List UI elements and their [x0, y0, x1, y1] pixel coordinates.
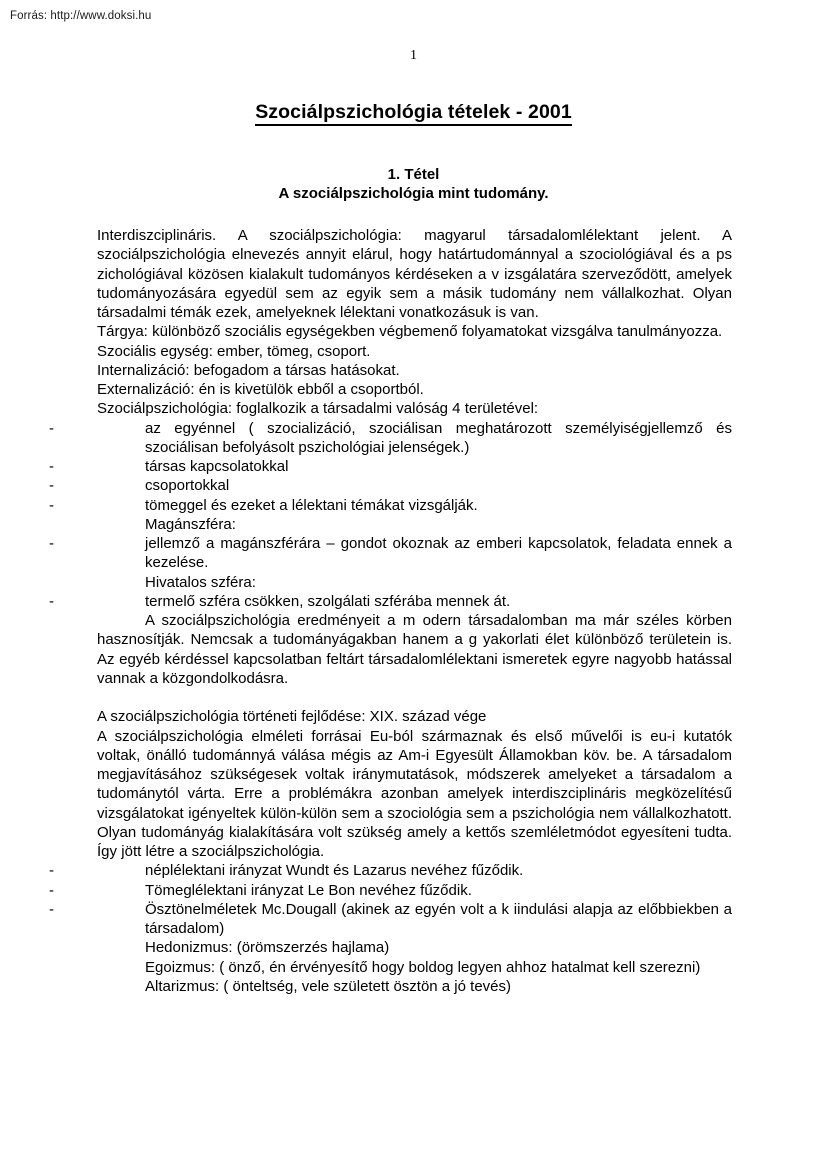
paragraph-modern-society: A szociálpszichológia eredményeit a m odern társadalomban ma már széles körben hasznosítják. Nemcsak a tudományágakban hanem a g yakorlati élet különböző területein is. Az egyéb kérdéssel kapcsolatban feltárt társadalomlélektani ismeretek egyre nagyobb hatással vannak a közgondolkodásra.	[97, 612, 732, 687]
list-item-text: termelő szféra csökken, szolgálati szférába mennek át.	[145, 592, 511, 610]
line-four-areas: Szociálpszichológia: foglalkozik a társadalmi valóság 4 területével:	[97, 400, 539, 418]
list-item	[49, 476, 732, 495]
list-marker: -	[49, 458, 54, 475]
list-item-text: néplélektani irányzat Wundt és Lazarus nevéhez fűződik.	[145, 862, 524, 880]
list-item	[49, 419, 732, 458]
list-marker: -	[49, 881, 54, 899]
definition-hedonism	[97, 938, 732, 957]
definition-egoism	[97, 958, 732, 977]
line-internalization: Internalizáció: befogadom a társas hatásokat.	[97, 361, 400, 379]
document-body	[49, 226, 732, 996]
list-item-text: csoportokkal	[145, 477, 230, 495]
paragraph-theoretical-origins: A szociálpszichológia elméleti forrásai Eu-ból származnak és első művelői is eu-i kutatók voltak, önálló tudománnyá válása mégis az Am-i Egyesült Államokban köv. be. A társadalom megjavításához szükségesek voltak iránymutatások, módszerek amelyeket a társadalom a tudománytól várta. Erre a problémákra azonban amelyek interdiszciplináris megközelítésű vizsgálatokat igényeltek külön-külön sem a szociológia sem a pszichológia nem vállalkozhatott. Olyan tudományág kialakítására volt szükség amely a kettős szemléletmódot egyesíteni tudta. Így jött létre a szociálpszichológia.	[97, 727, 732, 860]
list-item	[49, 592, 732, 611]
list-item	[49, 496, 732, 515]
list-marker: -	[49, 862, 54, 880]
label-official-sphere: Hivatalos szféra:	[145, 573, 256, 591]
list-marker: -	[49, 535, 54, 552]
line-historical-development: A szociálpszichológia történeti fejlődése: XIX. század vége	[97, 708, 487, 726]
page-number: 1	[410, 48, 417, 63]
list-item-text: tömeggel és ezeket a lélektani témákat vizsgálják.	[145, 496, 478, 514]
list-item	[49, 900, 732, 939]
paragraph-subject: Tárgya: különböző szociális egységekben végbemenő folyamatokat vizsgálva tanulmányozza.	[97, 323, 723, 341]
list-item	[49, 861, 732, 880]
definition-altruism	[97, 977, 732, 996]
section-number-heading: 1. Tétel	[387, 166, 440, 183]
list-marker: -	[49, 419, 54, 437]
definition-text: Hedonizmus: (örömszerzés hajlama)	[145, 939, 390, 957]
list-item	[49, 534, 732, 573]
list-item-text: Tömeglélektani irányzat Le Bon nevéhez fűződik.	[145, 881, 472, 899]
document-title	[0, 100, 827, 124]
list-item-text: az egyénnel ( szocializáció, szociálisan meghatározott személyiségjellemző és szociálisan befolyásolt pszichológiai jelenségek.)	[145, 419, 732, 456]
list-marker: -	[49, 592, 54, 610]
list-item-text: jellemző a magánszférára – gondot okoznak az emberi kapcsolatok, feladata ennek a kezelése.	[145, 535, 732, 572]
list-marker: -	[49, 496, 54, 514]
list-item	[49, 457, 732, 476]
label-private-sphere: Magánszféra:	[145, 515, 236, 533]
list-marker: -	[49, 477, 54, 495]
definition-text: Egoizmus: ( önző, én érvényesítő hogy boldog legyen ahhoz hatalmat kell szerezni)	[145, 958, 701, 976]
source-url-header: Forrás: http://www.doksi.hu	[10, 10, 152, 22]
list-item	[49, 881, 732, 900]
line-social-unit: Szociális egység: ember, tömeg, csoport.	[97, 342, 371, 360]
section-title-heading: A szociálpszichológia mint tudomány.	[278, 185, 549, 202]
list-item-text: társas kapcsolatokkal	[145, 458, 289, 475]
line-externalization: Externalizáció: én is kivetülök ebből a csoportból.	[97, 381, 424, 398]
definition-text: Altarizmus: ( önteltség, vele született ösztön a jó tevés)	[145, 977, 511, 995]
paragraph-intro: Interdiszciplináris. A szociálpszichológia: magyarul társadalomlélektant jelent. A szociálpszichológia elnevezés annyit elárul, hogy határtudománnyal a szociológiával és a ps zichológiával közösen kialakult tudományos kérdéseken a v izsgálatára szerveződött, amelyek tudományozására egyedül sem az egyik sem a másik tudomány nem vállalkozhat. Olyan társadalmi témák ezek, amelyeknek lélektani vonatkozásuk is van.	[97, 227, 732, 321]
document-title-text: Szociálpszichológia tételek - 2001	[255, 101, 572, 126]
paragraph-spacer	[97, 688, 732, 707]
list-item-text: Ösztönelméletek Mc.Dougall (akinek az egyén volt a k iindulási alapja az előbbiekben a társadalom)	[145, 900, 732, 937]
list-marker: -	[49, 900, 54, 918]
